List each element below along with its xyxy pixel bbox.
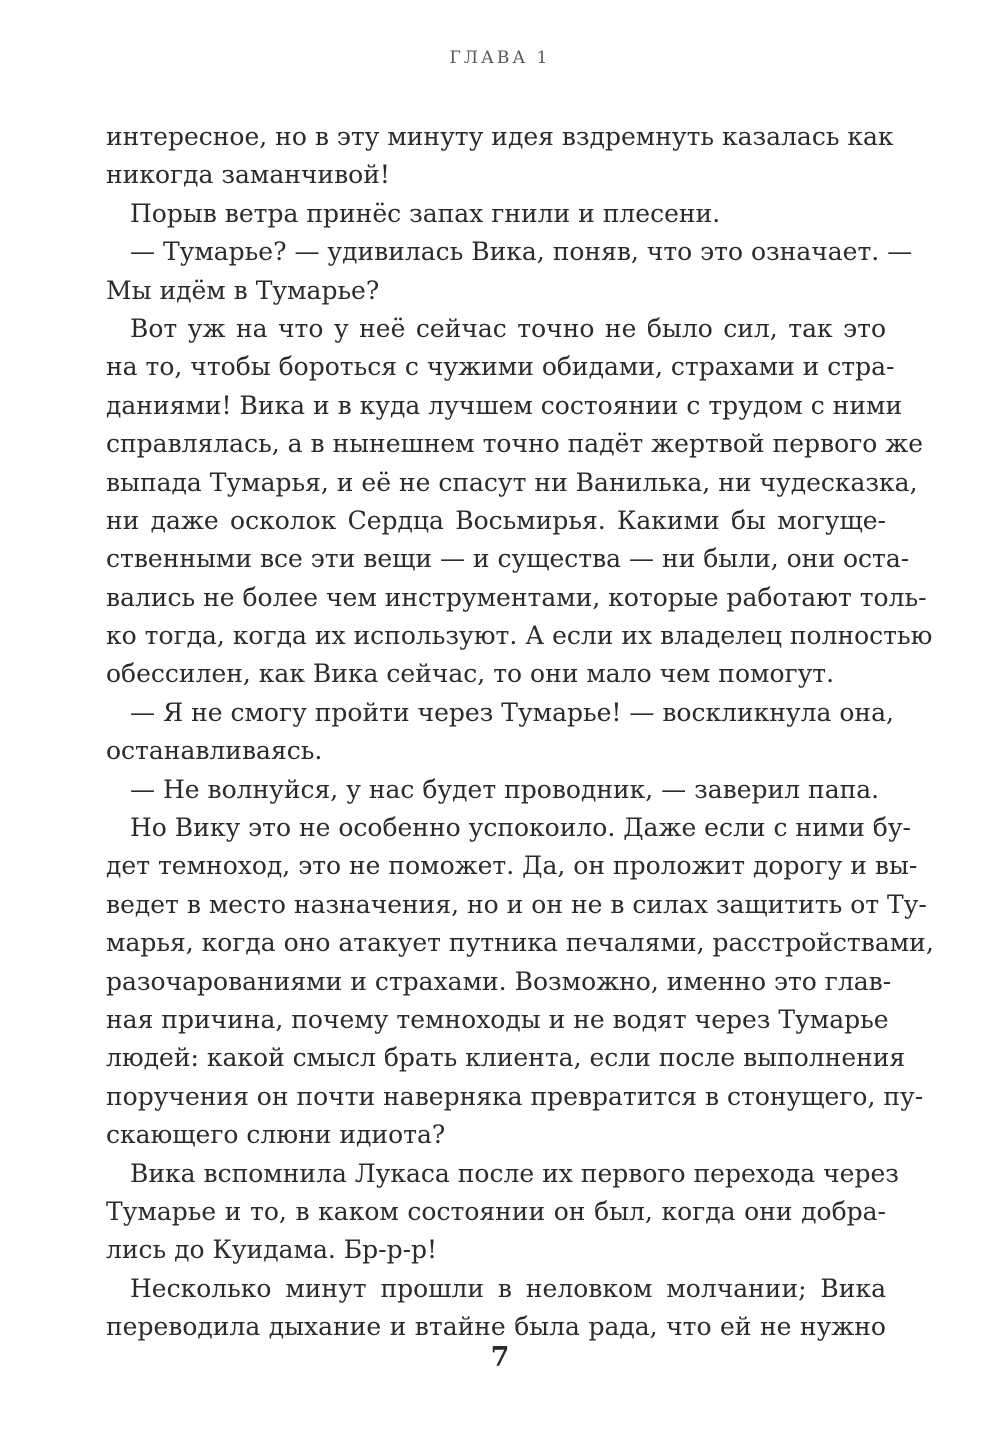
text-line: людей: какой смысл брать клиента, если после выполнения [106,1043,906,1073]
text-line: дет темноход, это не поможет. Да, он проложит дорогу и вы- [106,851,918,881]
text-line: Порыв ветра принёс запах гнили и плесени. [130,198,721,228]
body-text [106,118,934,1347]
text-line: интересное, но в эту минуту идея вздремнуть казалась как [106,122,894,151]
text-line: обессилен, как Вика сейчас, то они мало чем помогут. [106,659,835,689]
running-head: ГЛАВА 1 [449,48,551,68]
text-line: — Не волнуйся, у нас будет проводник, — заверил папа. [130,774,880,804]
text-line: Вот уж на что у неё сейчас точно не было сил, так это [130,313,886,343]
text-line: Вика вспомнила Лукаса после их первого перехода через [130,1158,899,1188]
text-line: никогда заманчивой! [106,160,390,190]
text-line: скающего слюни идиота? [106,1120,446,1150]
text-line: Несколько минут прошли в неловком молчании; Вика [130,1273,886,1303]
text-line: Мы идём в Тумарье? [106,275,380,305]
text-line: переводила дыхание и втайне была рада, что ей не нужно [106,1312,886,1342]
text-line: разочарованиями и страхами. Возможно, именно это глав- [106,966,892,996]
text-line: ко тогда, когда их используют. А если их владелец полностью [106,621,933,651]
text-line: поручения он почти наверняка превратится в стонущего, пу- [106,1081,924,1111]
text-line: справлялась, а в нынешнем точно падёт жертвой первого же [106,429,924,459]
text-line: лись до Куидама. Бр-р-р! [106,1235,438,1265]
text-line: ная причина, почему темноходы и не водят через Тумарье [106,1004,889,1034]
text-line: Но Вику это не особенно успокоило. Даже если с ними бу- [130,813,912,843]
text-line: Тумарье и то, в каком состоянии он был, когда они добра- [106,1196,886,1226]
text-line: выпада Тумарья, и её не спасут ни Ванилька, ни чудесказка, [106,467,918,497]
text-line: марья, когда оно атакует путника печалями, расстройствами, [106,928,934,958]
text-line: — Тумарье? — удивилась Вика, поняв, что это означает. — [130,237,913,267]
text-line: на то, чтобы бороться с чужими обидами, страхами и стра- [106,352,895,382]
text-line: останавливаясь. [106,736,323,766]
text-line: даниями! Вика и в куда лучшем состоянии с трудом с ними [106,390,903,420]
text-line: ни даже осколок Сердца Восьмирья. Какими бы могуще- [106,505,886,535]
page-number: 7 [490,1342,510,1373]
text-line: ведет в место назначения, но и он не в силах защитить от Ту- [106,889,927,919]
text-line: — Я не смогу пройти через Тумарье! — воскликнула она, [130,697,894,727]
text-line: вались не более чем инструментами, которые работают толь- [106,582,927,612]
text-line: ственными все эти вещи — и существа — ни были, они оста- [106,544,910,574]
